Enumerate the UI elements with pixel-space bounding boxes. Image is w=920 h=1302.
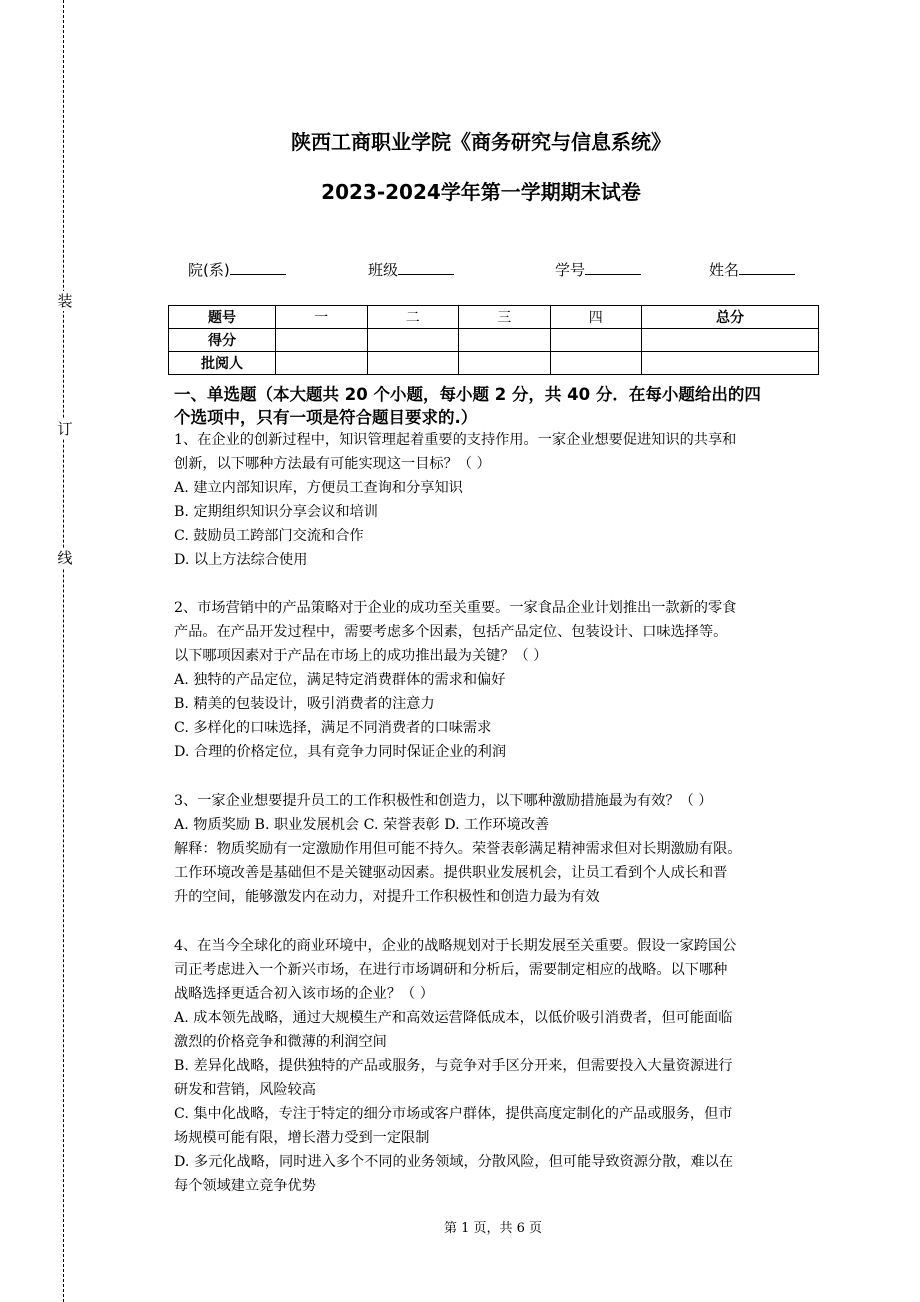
page-footer: 第 1 页，共 6 页 — [443, 1221, 543, 1236]
binding-char-zhuang: 装 — [57, 292, 73, 310]
q4-stem-line3: 战略选择更适合初入该市场的企业？（ ） — [174, 986, 434, 1002]
q3-stem-line1: 3、一家企业想要提升员工的工作积极性和创造力，以下哪种激励措施最为有效？（ ） — [174, 793, 713, 809]
score-row-label: 得分 — [169, 329, 276, 352]
q2-option-d: D. 合理的价格定位，具有竞争力同时保证企业的利润 — [174, 744, 507, 760]
score-cell — [550, 329, 642, 352]
q2-option-a: A. 独特的产品定位，满足特定消费群体的需求和偏好 — [174, 672, 506, 688]
score-table — [168, 305, 819, 375]
dept-blank[interactable] — [230, 260, 286, 275]
q3-explanation-line3: 升的空间，能够激发内在动力，对提升工作积极性和创造力最为有效 — [174, 889, 600, 905]
exam-title: 陕西工商职业学院《商务研究与信息系统》 — [291, 130, 671, 154]
q1-option-b: B. 定期组织知识分享会议和培训 — [174, 504, 378, 520]
class-blank[interactable] — [398, 260, 454, 275]
header-cell-4: 四 — [550, 306, 642, 329]
score-cell — [276, 329, 368, 352]
reviewer-row-label: 批阅人 — [169, 352, 276, 375]
question-1 — [174, 428, 824, 572]
q2-stem-line2: 产品。在产品开发过程中，需要考虑多个因素，包括产品定位、包装设计、口味选择等。 — [174, 624, 728, 640]
q2-option-c: C. 多样化的口味选择，满足不同消费者的口味需求 — [174, 720, 492, 736]
section-heading-line2: 个选项中，只有一项是符合题目要求的.） — [174, 408, 478, 427]
q4-option-d-line2: 每个领域建立竞争优势 — [174, 1178, 316, 1194]
q1-option-c: C. 鼓励员工跨部门交流和合作 — [174, 528, 364, 544]
reviewer-cell — [459, 352, 551, 375]
q2-stem-line1: 2、市场营销中的产品策略对于企业的成功至关重要。一家食品企业计划推出一款新的零食 — [174, 600, 737, 616]
score-cell — [367, 329, 459, 352]
dept-label: 院(系) — [188, 261, 230, 279]
student-id-field[interactable] — [555, 259, 641, 280]
dept-field[interactable] — [188, 259, 286, 280]
name-field[interactable] — [709, 259, 795, 280]
q3-options: A. 物质奖励 B. 职业发展机会 C. 荣誉表彰 D. 工作环境改善 — [174, 817, 550, 833]
header-cell-2: 二 — [367, 306, 459, 329]
q2-option-b: B. 精美的包装设计，吸引消费者的注意力 — [174, 696, 435, 712]
header-cell-1: 一 — [276, 306, 368, 329]
q4-option-c-line1: C. 集中化战略，专注于特定的细分市场或客户群体，提供高度定制化的产品或服务，但市 — [174, 1106, 733, 1122]
reviewer-cell — [367, 352, 459, 375]
q4-option-a-line1: A. 成本领先战略，通过大规模生产和高效运营降低成本，以低价吸引消费者，但可能面临 — [174, 1010, 733, 1026]
binding-char-ding: 订 — [57, 420, 73, 438]
reviewer-row — [169, 352, 819, 375]
q1-option-d: D. 以上方法综合使用 — [174, 552, 308, 568]
header-cell-question-no: 题号 — [169, 306, 276, 329]
section-heading-line1: 一、单选题（本大题共 20 个小题，每小题 2 分，共 40 分．在每小题给出的四 — [174, 385, 761, 404]
score-table-header-row — [169, 306, 819, 329]
q1-stem-line1: 1、在企业的创新过程中，知识管理起着重要的支持作用。一家企业想要促进知识的共享和 — [174, 432, 737, 448]
student-id-blank[interactable] — [585, 260, 641, 275]
q1-stem-line2: 创新，以下哪种方法最有可能实现这一目标？（ ） — [174, 456, 491, 472]
q4-option-b-line1: B. 差异化战略，提供独特的产品或服务，与竞争对手区分开来，但需要投入大量资源进行 — [174, 1058, 733, 1074]
class-label: 班级 — [368, 261, 399, 279]
q4-option-b-line2: 研发和营销，风险较高 — [174, 1082, 316, 1098]
reviewer-cell — [550, 352, 642, 375]
q4-option-d-line1: D. 多元化战略，同时进入多个不同的业务领域，分散风险，但可能导致资源分散，难以在 — [174, 1154, 734, 1170]
student-id-label: 学号 — [555, 261, 586, 279]
header-cell-3: 三 — [459, 306, 551, 329]
q4-option-a-line2: 激烈的价格竞争和微薄的利润空间 — [174, 1034, 387, 1050]
q4-option-c-line2: 场规模可能有限，增长潜力受到一定限制 — [174, 1130, 430, 1146]
q4-stem-line2: 司正考虑进入一个新兴市场，在进行市场调研和分析后，需要制定相应的战略。以下哪种 — [174, 962, 728, 978]
reviewer-cell — [642, 352, 819, 375]
q1-option-a: A. 建立内部知识库，方便员工查询和分享知识 — [174, 480, 463, 496]
q4-stem-line1: 4、在当今全球化的商业环境中，企业的战略规划对于长期发展至关重要。假设一家跨国公 — [174, 938, 737, 954]
score-cell — [642, 329, 819, 352]
question-2 — [174, 596, 824, 764]
score-row — [169, 329, 819, 352]
q2-stem-line3: 以下哪项因素对于产品在市场上的成功推出最为关键？（ ） — [174, 648, 548, 664]
q3-explanation-line1: 解释：物质奖励有一定激励作用但可能不持久。荣誉表彰满足精神需求但对长期激励有限。 — [174, 841, 742, 857]
class-field[interactable] — [368, 259, 454, 280]
name-blank[interactable] — [739, 260, 795, 275]
name-label: 姓名 — [709, 261, 740, 279]
score-cell — [459, 329, 551, 352]
student-info-row — [0, 259, 920, 281]
question-4 — [174, 934, 824, 1198]
section-heading — [174, 383, 822, 429]
reviewer-cell — [276, 352, 368, 375]
binding-char-xian: 线 — [57, 549, 73, 567]
q3-explanation-line2: 工作环境改善是基础但不是关键驱动因素。提供职业发展机会，让员工看到个人成长和晋 — [174, 865, 728, 881]
question-3 — [174, 789, 824, 909]
header-cell-total: 总分 — [642, 306, 819, 329]
exam-subtitle: 2023-2024学年第一学期期末试卷 — [321, 180, 641, 204]
